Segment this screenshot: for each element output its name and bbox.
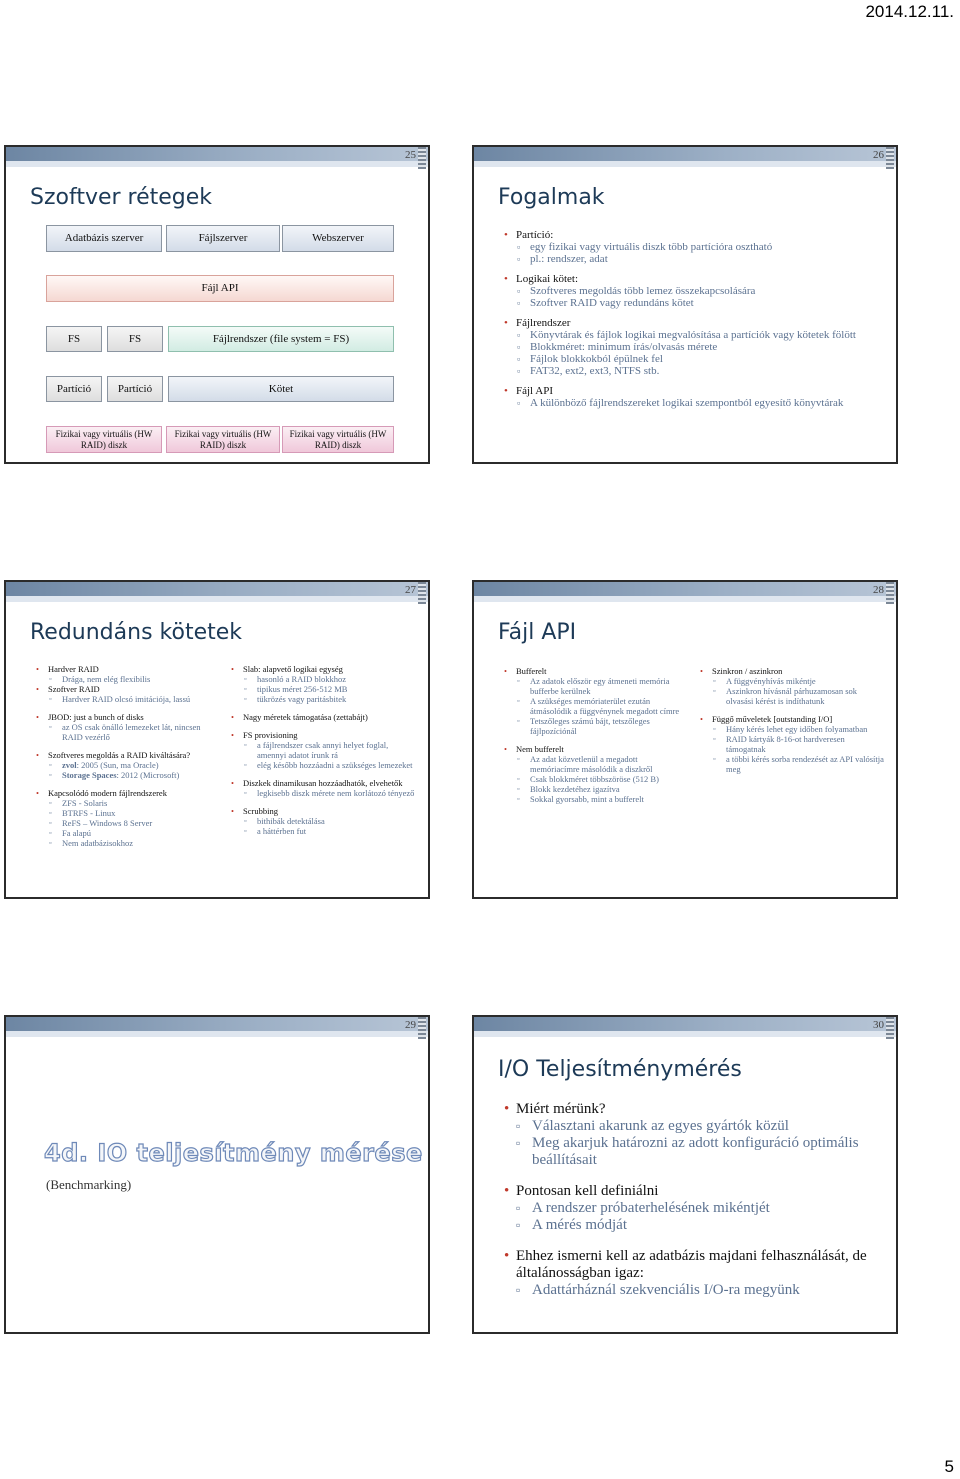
- layer-box-partition-2: [107, 376, 163, 402]
- sub-bullet-item: ▫ Csak blokkméret többszöröse (512 B): [504, 774, 689, 784]
- layer-box-filesystem: [168, 326, 394, 352]
- bullet-item: • Ehhez ismerni kell az adatbázis majdani felhasználását, de általánosságban igaz:: [504, 1248, 884, 1282]
- slide-corner-decoration: [886, 582, 894, 604]
- bullet-item: • Logikai kötet:: [504, 273, 889, 285]
- sub-bullet-item: ▫ egy fizikai vagy virtuális diszk több partícióra osztható: [504, 241, 889, 253]
- bullet-item: • Fájl API: [504, 385, 889, 397]
- sub-bullet-item: ▫ A szükséges memóriaterület ezután átmásolódik a függvénynek megadott címre: [504, 696, 689, 716]
- bullet-item: • Miért mérünk?: [504, 1101, 884, 1118]
- slide-corner-decoration: [418, 147, 426, 169]
- bullet-item: • Kapcsolódó modern fájlrendszerek: [36, 788, 216, 798]
- slide-topbar: [474, 582, 896, 596]
- slide-corner-decoration: [418, 1017, 426, 1039]
- layer-label: Adatbázis szerver: [64, 232, 144, 244]
- layer-label: Fizikai vagy virtuális (HW RAID) diszk: [289, 428, 387, 450]
- bold-term: Storage Spaces: [62, 770, 117, 780]
- slide-topbar: [474, 1017, 896, 1031]
- sub-bullet-item: ▫ Az adatok először egy átmeneti memória bufferbe kerülnek: [504, 676, 689, 696]
- sub-bullet-item: ▫ az OS csak önálló lemezeket lát, nincsen RAID vezérlő: [36, 722, 216, 742]
- bullet-item: • Fájlrendszer: [504, 317, 889, 329]
- sub-bullet-item: [36, 760, 216, 770]
- slide-number: 27: [405, 584, 416, 596]
- sub-bullet-item: ▫ Meg akarjuk határozni az adott konfiguráció optimális beállításait: [504, 1135, 884, 1169]
- bold-term: zvol: [62, 760, 77, 770]
- sub-bullet-item: ▫ Blokk kezdetéhez igazítva: [504, 784, 689, 794]
- slide-topbar-band: [474, 1031, 896, 1037]
- section-title: 4d. IO teljesítmény mérése: [44, 1139, 423, 1167]
- slide-27: [4, 580, 430, 899]
- sub-bullet-item: ▫ A különböző fájlrendszereket logikai szempontból egyesítő könyvtárak: [504, 397, 889, 409]
- layer-label: Partíció: [117, 382, 153, 395]
- sub-bullet-item: ▫ hasonló a RAID blokkhoz: [231, 674, 416, 684]
- layer-label: Partíció: [56, 382, 92, 395]
- bullet-column-left: [36, 664, 216, 848]
- slide-number: 26: [873, 149, 884, 161]
- slide-number: 29: [405, 1019, 416, 1031]
- slide-topbar: [6, 147, 428, 161]
- sub-bullet-item: ▫ Az adat közvetlenül a megadott memóriacímre másolódik a diszkről: [504, 754, 689, 774]
- section-subtitle: (Benchmarking): [46, 1177, 132, 1192]
- sub-bullet-item: ▫ Fájlok blokkokból épülnek fel: [504, 353, 889, 365]
- sub-bullet-item: ▫ legkisebb diszk mérete nem korlátozó tényező: [231, 788, 416, 798]
- sub-bullet-item: ▫ FAT32, ext2, ext3, NTFS stb.: [504, 365, 889, 377]
- bullet-column-left: [504, 666, 689, 804]
- bullet-item: • Diszkek dinamikusan hozzáadhatók, elvehetők: [231, 778, 416, 788]
- layer-label: Fájlszerver: [198, 232, 248, 244]
- bullet-item: • Partíció:: [504, 229, 889, 241]
- sub-bullet-item: ▫ Adattárháznál szekvenciális I/O-ra megyünk: [504, 1282, 884, 1299]
- layer-label: Webszerver: [312, 232, 364, 244]
- slide-corner-decoration: [886, 1017, 894, 1039]
- sub-bullet-item: ▫ Fa alapú: [36, 828, 216, 838]
- layer-label: Fájlrendszer (file system = FS): [212, 332, 350, 345]
- header-date: 2014.12.11.: [865, 2, 954, 21]
- sub-bullet-item: ▫ Könyvtárak és fájlok logikai megvalósítása a partíciók vagy kötetek fölött: [504, 329, 889, 341]
- layer-label: Fájl API: [201, 282, 239, 294]
- sub-bullet-item: ▫ A mérés módját: [504, 1217, 884, 1234]
- sub-bullet-item: ▫ Választani akarunk az egyes gyártók közül: [504, 1118, 884, 1135]
- slide-29: [4, 1015, 430, 1334]
- layer-box-disk-2: [166, 426, 280, 453]
- sub-bullet-item: ▫ Tetszőleges számú bájt, tetszőleges fájlpozíciónál: [504, 716, 689, 736]
- slide-number: 28: [873, 584, 884, 596]
- layer-box-file-server: [166, 225, 280, 252]
- sub-bullet-item: ▫ BTRFS - Linux: [36, 808, 216, 818]
- layer-label: FS: [67, 332, 81, 345]
- slide-title: Redundáns kötetek: [30, 620, 243, 645]
- sub-bullet-item: ▫ pl.: rendszer, adat: [504, 253, 889, 265]
- sub-bullet-item: ▫ RAID kártyák 8-16-ot hardveresen támogatnak: [700, 734, 885, 754]
- sub-bullet-item: ▫ Hány kérés lehet egy időben folyamatban: [700, 724, 885, 734]
- slide-topbar-band: [6, 1031, 428, 1037]
- layer-box-database-server: [46, 225, 162, 252]
- bullet-list: [504, 1101, 884, 1299]
- layer-label: Kötet: [268, 382, 294, 395]
- slide-corner-decoration: [418, 582, 426, 604]
- sub-bullet-item: ▫ Blokkméret: minimum írás/olvasás mérete: [504, 341, 889, 353]
- layer-label: Fizikai vagy virtuális (HW RAID) diszk: [174, 428, 272, 450]
- layer-label: FS: [128, 332, 142, 345]
- page-number: 5: [944, 1457, 954, 1476]
- bullet-item: • Nagy méretek támogatása (zettabájt): [231, 712, 416, 722]
- sub-bullet-item: ▫ Drága, nem elég flexibilis: [36, 674, 216, 684]
- sub-bullet-item: ▫ A függvényhívás mikéntje: [700, 676, 885, 686]
- layer-box-disk-1: [46, 426, 162, 453]
- layer-box-disk-3: [282, 426, 394, 453]
- slide-topbar: [6, 1017, 428, 1031]
- bullet-item: • Nem bufferelt: [504, 744, 689, 754]
- slide-topbar-band: [474, 161, 896, 167]
- sub-bullet-item: ▫ ZFS - Solaris: [36, 798, 216, 808]
- bullet-item: • Bufferelt: [504, 666, 689, 676]
- slide-corner-decoration: [886, 147, 894, 169]
- bullet-item: • Slab: alapvető logikai egység: [231, 664, 416, 674]
- sub-bullet-item: ▫ tükrözés vagy paritásbitek: [231, 694, 416, 704]
- bullet-list: [504, 229, 889, 409]
- slide-topbar: [474, 147, 896, 161]
- slide-title: I/O Teljesítménymérés: [498, 1057, 742, 1082]
- slide-30: [472, 1015, 898, 1334]
- slide-25: [4, 145, 430, 464]
- bullet-item: • Szoftver RAID: [36, 684, 216, 694]
- slide-26: [472, 145, 898, 464]
- sub-bullet-item: ▫ tipikus méret 256-512 MB: [231, 684, 416, 694]
- sub-bullet-item: ▫ ReFS – Windows 8 Server: [36, 818, 216, 828]
- layer-box-fs-1: [46, 326, 102, 352]
- sub-bullet-item: ▫ Hardver RAID olcsó imitációja, lassú: [36, 694, 216, 704]
- slide-28: [472, 580, 898, 899]
- bullet-item: • Scrubbing: [231, 806, 416, 816]
- bullet-item: • Szinkron / aszinkron: [700, 666, 885, 676]
- layer-box-fs-2: [107, 326, 163, 352]
- slide-number: 25: [405, 149, 416, 161]
- sub-bullet-item: ▫ Szoftver RAID vagy redundáns kötet: [504, 297, 889, 309]
- slide-topbar: [6, 582, 428, 596]
- layer-box-partition-1: [46, 376, 102, 402]
- sub-bullet-item: ▫ a fájlrendszer csak annyi helyet foglal, amennyi adatot írunk rá: [231, 740, 416, 760]
- layer-box-volume: [168, 376, 394, 402]
- sub-bullet-item: ▫ A rendszer próbaterhelésének mikéntjét: [504, 1200, 884, 1217]
- bullet-item: • Pontosan kell definiálni: [504, 1183, 884, 1200]
- slide-title: Fájl API: [498, 620, 577, 645]
- slide-topbar-band: [6, 161, 428, 167]
- bullet-item: • JBOD: just a bunch of disks: [36, 712, 216, 722]
- slide-title: Szoftver rétegek: [30, 185, 213, 210]
- sub-bullet-item: [36, 770, 216, 780]
- slide-number: 30: [873, 1019, 884, 1031]
- sub-bullet-item: ▫ Sokkal gyorsabb, mint a bufferelt: [504, 794, 689, 804]
- sub-bullet-item: ▫ Nem adatbázisokhoz: [36, 838, 216, 848]
- sub-bullet-item: ▫ Szoftveres megoldás több lemez összekapcsolására: [504, 285, 889, 297]
- sub-bullet-item: ▫ Aszinkron hívásnál párhuzamosan sok olvasási kérést is indíthatunk: [700, 686, 885, 706]
- sub-bullet-item: ▫ a háttérben fut: [231, 826, 416, 836]
- slide-topbar-band: [474, 596, 896, 602]
- sub-bullet-item: ▫ a többi kérés sorba rendezését az API valósítja meg: [700, 754, 885, 774]
- sub-bullet-text: : 2012 (Microsoft): [116, 770, 180, 780]
- sub-bullet-item: ▫ elég később hozzáadni a szükséges lemezeket: [231, 760, 416, 770]
- layer-label: Fizikai vagy virtuális (HW RAID) diszk: [55, 428, 153, 450]
- sub-bullet-item: ▫ bithibák detektálása: [231, 816, 416, 826]
- bullet-item: • Hardver RAID: [36, 664, 216, 674]
- slide-title: Fogalmak: [498, 185, 605, 210]
- layer-box-file-api: [46, 275, 394, 302]
- sub-bullet-text: : 2005 (Sun, ma Oracle): [76, 760, 159, 770]
- layer-box-web-server: [282, 225, 394, 252]
- bullet-item: • Szoftveres megoldás a RAID kiváltására?: [36, 750, 216, 760]
- bullet-item: • Függő műveletek [outstanding I/O]: [700, 714, 885, 724]
- bullet-item: • FS provisioning: [231, 730, 416, 740]
- bullet-column-right: [231, 664, 416, 836]
- bullet-column-right: [700, 666, 885, 774]
- slide-topbar-band: [6, 596, 428, 602]
